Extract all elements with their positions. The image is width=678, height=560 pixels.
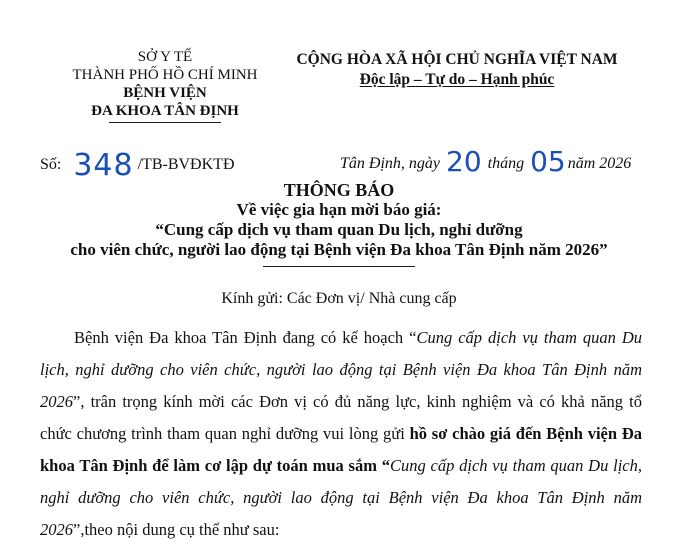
body-p1-b: Cung cấp dịch vụ tham quan Du lịch, nghỉ dưỡng cho viên chức, người lao động tại Bệnh viện Đa khoa Tân Định năm 2026 [40,328,642,411]
body-p1-d: hồ sơ chào giá đến Bệnh viện Đa khoa Tân Định để làm cơ lập dự toán mua sắm “ [40,424,642,475]
national-header [282,50,632,90]
body-text [40,322,642,546]
issuer-line-1: SỞ Y TẾ [137,49,193,65]
reference-handwritten-number: 348 [73,148,134,183]
body-p1-e: Cung cấp dịch vụ tham quan Du lịch, nghỉ dưỡng cho viên chức, người lao động tại Bệnh viện Đa khoa Tân Định năm 2026 [40,456,642,539]
date-day-handwritten: 20 [446,145,482,178]
body-paragraph [40,322,642,546]
issuer-line-2: THÀNH PHỐ HỒ CHÍ MINH [72,67,258,83]
title-underline [263,266,415,267]
date-month-label: tháng [487,155,525,172]
issuer-line-3: BỆNH VIỆN [123,85,207,101]
document-title [0,180,678,260]
date-year: năm 2026 [567,155,632,172]
reference-label: Số: [40,156,62,173]
issue-date [340,142,632,178]
title-line-4: cho viên chức, người lao động tại Bệnh viện Đa khoa Tân Định năm 2026” [70,240,608,259]
reference-number [40,142,235,183]
body-p1-f: ”,theo nội dung cụ thể như sau: [73,520,280,539]
title-line-3: “Cung cấp dịch vụ tham quan Du lịch, nghỉ dưỡng [155,220,523,239]
body-p1-a: Bệnh viện Đa khoa Tân Định đang có kế hoạch “ [74,328,417,347]
date-prefix: Tân Định, ngày [340,155,440,172]
title-line-2: Về việc gia hạn mời báo giá: [236,200,442,219]
title-main: THÔNG BÁO [283,180,395,200]
issuer-underline [109,122,221,123]
date-month-handwritten: 05 [530,145,566,178]
national-motto: Độc lập – Tự do – Hạnh phúc [359,71,555,88]
issuer-block [40,48,290,123]
reference-suffix: /TB-BVĐKTĐ [137,156,235,173]
issuer-line-4: ĐA KHOA TÂN ĐỊNH [91,103,239,119]
greeting: Kính gửi: Các Đơn vị/ Nhà cung cấp [221,290,457,307]
body-p1-c: ”, trân trọng kính mời các Đơn vị có đủ năng lực, kinh nghiệm và có khả năng tổ chức chương trình tham quan nghỉ dưỡng vui lòng gửi [40,392,642,443]
nation-name: CỘNG HÒA XÃ HỘI CHỦ NGHĨA VIỆT NAM [296,51,618,68]
